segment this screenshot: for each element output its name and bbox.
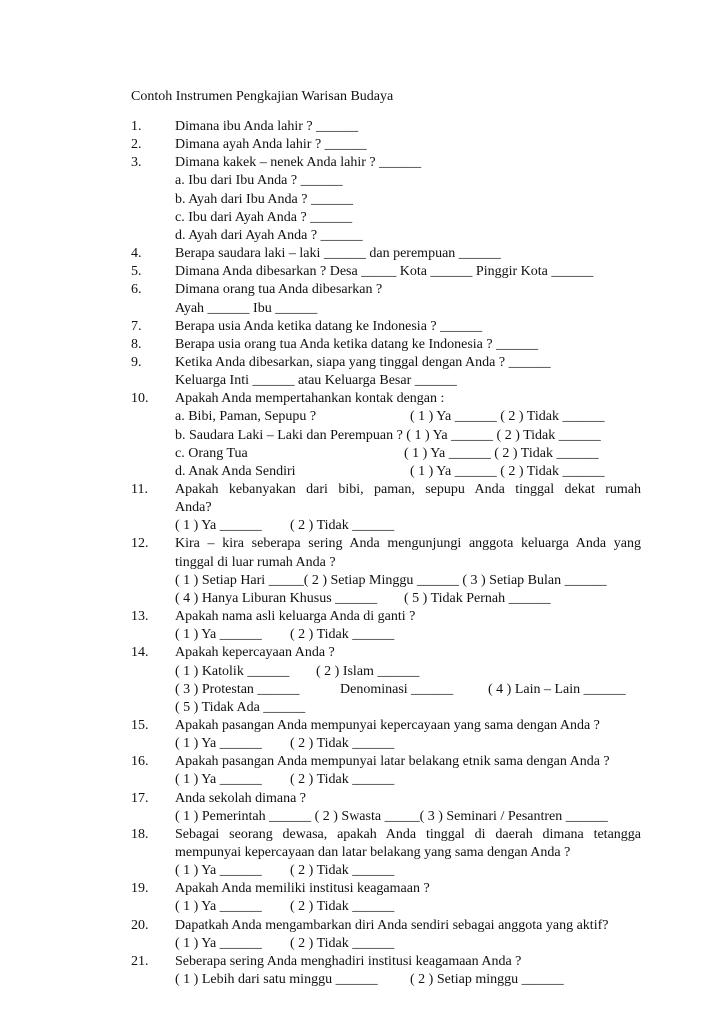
question-number: 11. — [131, 482, 148, 497]
question-number: 17. — [131, 790, 149, 806]
question-number: 15. — [131, 717, 149, 733]
question-number: 21. — [131, 953, 149, 969]
answer-line: mempunyai kepercayaan dan latar belakang yang sama dengan Anda ? — [175, 845, 571, 860]
answer-option: ( 2 ) Setiap minggu ______ — [410, 972, 564, 988]
answer-option: ( 1 ) Ya ______ ( 2 ) Tidak ______ — [410, 463, 605, 479]
answer-option: ( 2 ) Tidak ______ — [290, 627, 395, 643]
answer-option: ( 1 ) Ya ______ ( 2 ) Tidak ______ — [410, 409, 605, 425]
question-number: 18. — [131, 826, 149, 842]
question-text: Seberapa sering Anda menghadiri institusi keagamaan Anda ? — [175, 953, 522, 969]
answer-option: ( 2 ) Tidak ______ — [290, 736, 395, 752]
question-text: Apakah nama asli keluarga Anda di ganti ? — [175, 609, 416, 625]
answer-option: ( 2 ) Tidak ______ — [290, 863, 395, 879]
question-text: Apakah pasangan Anda mempunyai kepercayaan yang sama dengan Anda ? — [175, 717, 600, 733]
answer-line: ( 1 ) Ya ______ — [175, 627, 262, 643]
question-number: 10. — [131, 391, 149, 407]
answer-option: Denominasi ______ — [340, 681, 454, 697]
question-number: 8. — [131, 336, 142, 352]
answer-option: ( 2 ) Tidak ______ — [290, 899, 395, 915]
answer-line: ( 1 ) Ya ______ — [175, 772, 262, 788]
question-text: Anda sekolah dimana ? — [175, 790, 307, 806]
answer-line: ( 1 ) Ya ______ — [175, 518, 262, 534]
answer-line: a. Bibi, Paman, Sepupu ? — [175, 409, 317, 425]
question-number: 12. — [131, 536, 149, 552]
answer-line: tinggal di luar rumah Anda ? — [175, 554, 336, 570]
answer-line: ( 1 ) Lebih dari satu minggu ______ — [175, 972, 378, 988]
question-number: 9. — [131, 354, 142, 370]
question-text: Dimana ayah Anda lahir ? ______ — [175, 137, 367, 153]
question-text: Berapa saudara laki – laki ______ dan perempuan ______ — [175, 246, 501, 262]
answer-line: ( 1 ) Setiap Hari _____( 2 ) Setiap Minggu ______ ( 3 ) Setiap Bulan ______ — [175, 572, 607, 588]
question-text: Kira – kira seberapa sering Anda mengunjungi anggota keluarga Anda yang — [175, 536, 641, 552]
answer-line: d. Ayah dari Ayah Anda ? ______ — [175, 227, 363, 243]
answer-option: ( 4 ) Lain – Lain ______ — [488, 681, 626, 697]
answer-option: ( 2 ) Tidak ______ — [290, 772, 395, 788]
answer-line: ( 3 ) Protestan ______ — [175, 681, 300, 697]
question-text: Dapatkah Anda mengambarkan diri Anda sendiri sebagai anggota yang aktif? — [175, 917, 609, 933]
answer-line: ( 4 ) Hanya Liburan Khusus ______ — [175, 590, 378, 606]
question-text: Apakah Anda mempertahankan kontak dengan : — [175, 391, 445, 407]
question-text: Apakah Anda memiliki institusi keagamaan ? — [175, 881, 430, 897]
question-number: 5. — [131, 264, 142, 280]
question-text: Berapa usia orang tua Anda ketika datang ke Indonesia ? ______ — [175, 336, 539, 352]
answer-line: Keluarga Inti ______ atau Keluarga Besar ______ — [175, 373, 457, 389]
question-number: 3. — [131, 155, 142, 171]
answer-line: c. Ibu dari Ayah Anda ? ______ — [175, 209, 353, 225]
answer-option: ( 1 ) Ya ______ ( 2 ) Tidak ______ — [404, 445, 599, 461]
answer-line: b. Saudara Laki – Laki dan Perempuan ? ( 1 ) Ya ______ ( 2 ) Tidak ______ — [175, 427, 601, 443]
answer-line: ( 5 ) Tidak Ada ______ — [175, 699, 306, 715]
question-text: Dimana ibu Anda lahir ? ______ — [175, 119, 359, 134]
answer-option: ( 2 ) Islam ______ — [316, 663, 420, 679]
question-number: 14. — [131, 645, 149, 661]
answer-line: ( 1 ) Pemerintah ______ ( 2 ) Swasta _____( 3 ) Seminari / Pesantren ______ — [175, 808, 608, 824]
question-text: Apakah pasangan Anda mempunyai latar belakang etnik sama dengan Anda ? — [175, 754, 610, 770]
question-text: Sebagai seorang dewasa, apakah Anda tinggal di daerah dimana tetangga — [175, 826, 641, 842]
answer-line: ( 1 ) Katolik ______ — [175, 663, 290, 679]
answer-line: Anda? — [175, 500, 212, 516]
question-number: 19. — [131, 881, 149, 897]
answer-line: ( 1 ) Ya ______ — [175, 736, 262, 752]
answer-option: ( 5 ) Tidak Pernah ______ — [404, 590, 551, 606]
question-number: 7. — [131, 318, 142, 334]
question-text: Ketika Anda dibesarkan, siapa yang tinggal dengan Anda ? ______ — [175, 354, 551, 370]
question-number: 1. — [131, 119, 142, 134]
question-text: Apakah kebanyakan dari bibi, paman, sepupu Anda tinggal dekat rumah — [175, 482, 641, 497]
answer-line: a. Ibu dari Ibu Anda ? ______ — [175, 173, 343, 189]
question-text: Dimana Anda dibesarkan ? Desa _____ Kota ______ Pinggir Kota ______ — [175, 264, 594, 280]
answer-line: d. Anak Anda Sendiri — [175, 463, 296, 479]
answer-option: ( 2 ) Tidak ______ — [290, 935, 395, 951]
question-number: 13. — [131, 609, 149, 625]
question-text: Dimana orang tua Anda dibesarkan ? — [175, 282, 383, 298]
question-number: 16. — [131, 754, 149, 770]
question-text: Apakah kepercayaan Anda ? — [175, 645, 335, 661]
document-title: Contoh Instrumen Pengkajian Warisan Budaya — [131, 89, 394, 104]
answer-line: ( 1 ) Ya ______ — [175, 899, 262, 915]
question-number: 4. — [131, 246, 142, 262]
answer-line: Ayah ______ Ibu ______ — [175, 300, 318, 316]
question-number: 6. — [131, 282, 142, 298]
question-number: 20. — [131, 917, 149, 933]
question-text: Dimana kakek – nenek Anda lahir ? ______ — [175, 155, 422, 171]
question-text: Berapa usia Anda ketika datang ke Indonesia ? ______ — [175, 318, 483, 334]
answer-line: b. Ayah dari Ibu Anda ? ______ — [175, 191, 353, 207]
answer-option: ( 2 ) Tidak ______ — [290, 518, 395, 534]
answer-line: ( 1 ) Ya ______ — [175, 935, 262, 951]
answer-line: ( 1 ) Ya ______ — [175, 863, 262, 879]
answer-line: c. Orang Tua — [175, 445, 248, 461]
question-number: 2. — [131, 137, 142, 153]
